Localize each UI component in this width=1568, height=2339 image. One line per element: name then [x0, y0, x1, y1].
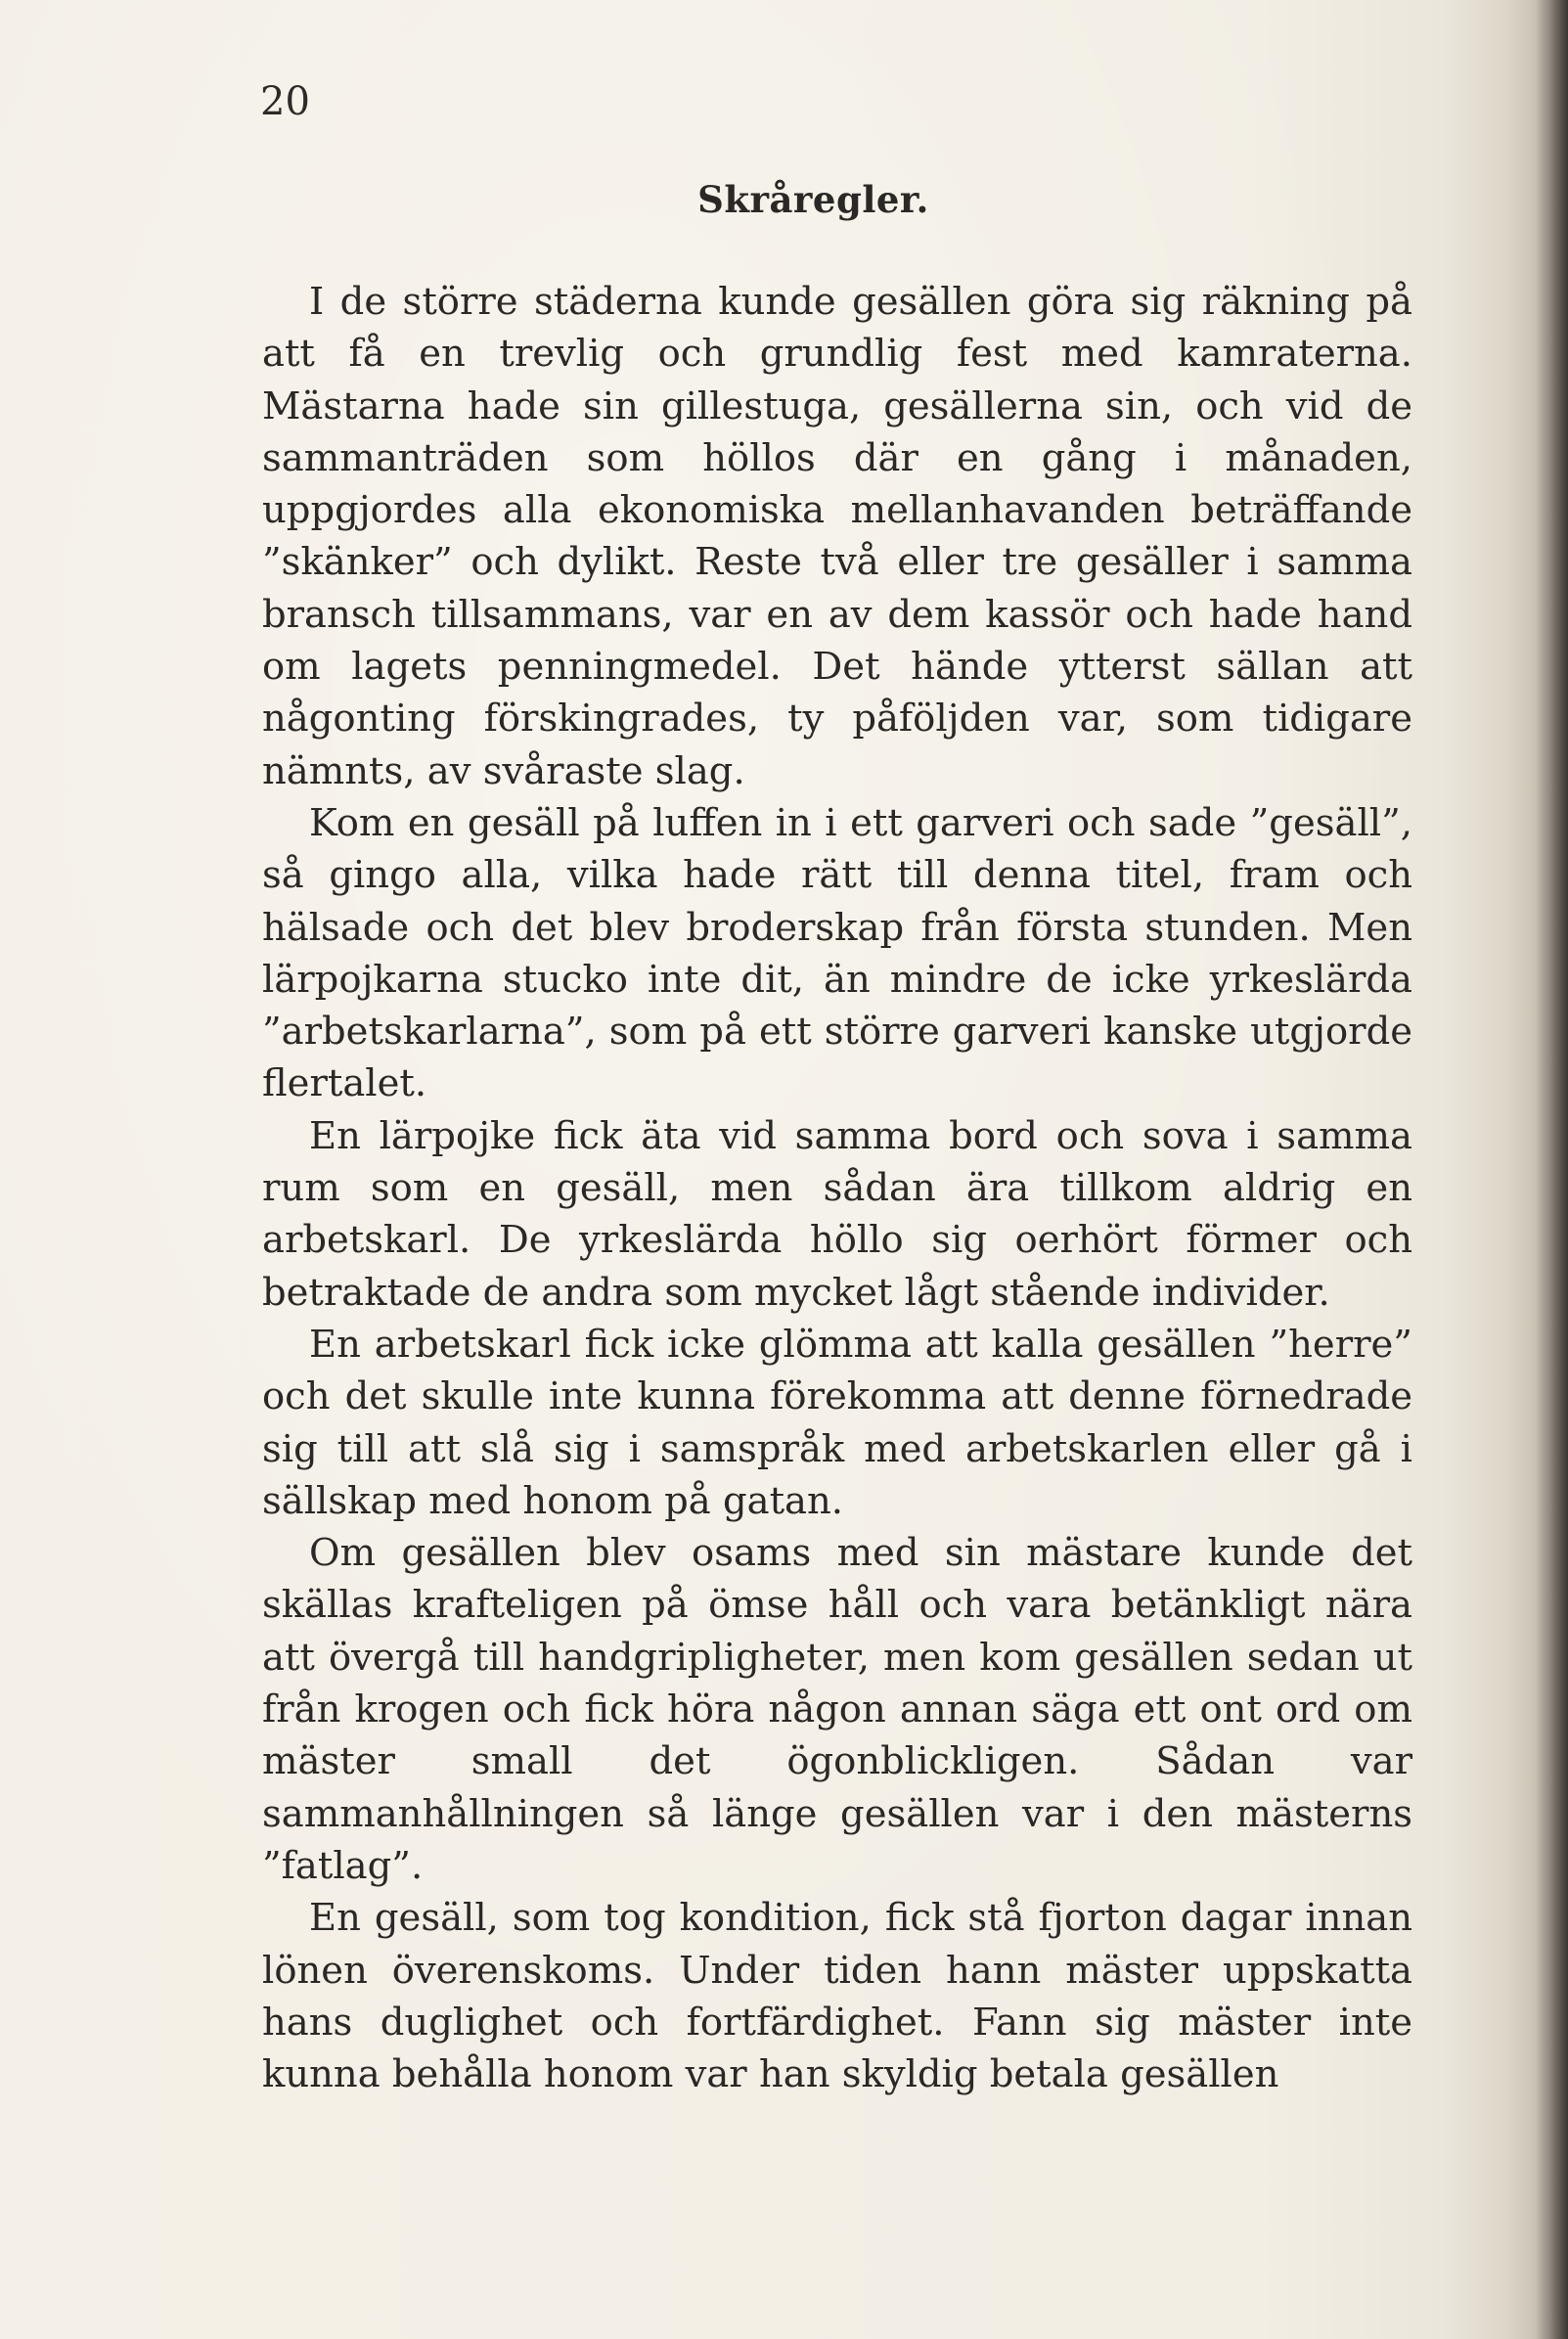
paragraph-text: En lärpojke fick äta vid samma bord och sova i samma rum som en gesäll, men sådan ära tillkom aldrig en arbetskarl. De yrkeslärda höllo sig oerhört förmer och betraktade de andra som mycket lågt stående individer.: [262, 1113, 1412, 1315]
paragraph: [262, 797, 1412, 1110]
body-text: [262, 276, 1412, 2100]
paragraph: [262, 1319, 1412, 1527]
page-number: 20: [260, 79, 310, 124]
paragraph: [262, 1892, 1412, 2100]
paragraph-text: En gesäll, som tog kondition, fick stå fjorton dagar innan lönen överenskoms. Under tiden hann mäster uppskatta hans duglighet och fortfärdighet. Fann sig mäster inte kunna behålla honom var han skyldig betala gesällen: [262, 1896, 1412, 2097]
section-heading: Skråregler.: [697, 178, 929, 221]
paragraph: [262, 1110, 1412, 1319]
paragraph: [262, 1527, 1412, 1892]
paragraph-text: Om gesällen blev osams med sin mästare kunde det skällas krafteligen på ömse håll och vara betänkligt nära att övergå till handgripligheter, men kom gesällen sedan ut från krogen och fick höra någon annan säga ett ont ord om mäster small det ögonblickligen. Sådan var sammanhållningen så länge gesällen var i den mästerns ”fatlag”.: [262, 1531, 1412, 1888]
paragraph: [262, 276, 1412, 797]
paragraph-text: En arbetskarl fick icke glömma att kalla gesällen ”herre” och det skulle inte kunna förekomma att denne förnedrade sig till att slå sig i samspråk med arbetskarlen eller gå i sällskap med honom på gatan.: [262, 1322, 1412, 1523]
paragraph-text: Kom en gesäll på luffen in i ett garveri och sade ”gesäll”, så gingo alla, vilka hade rätt till denna titel, fram och hälsade och det blev broderskap från första stunden. Men lärpojkarna stucko inte dit, än mindre de icke yrkeslärda ”arbetskarlarna”, som på ett större garveri kanske utgjorde flertalet.: [262, 800, 1412, 1106]
paragraph-text: I de större städerna kunde gesällen göra sig räkning på att få en trevlig och grundlig fest med kamraterna. Mästarna hade sin gillestuga, gesällerna sin, och vid de sammanträden som höllos där en gång i månaden, uppgjordes alla ekonomiska mellanhavanden beträffande ”skänker” och dylikt. Reste två eller tre gesäller i samma bransch tillsammans, var en av dem kassör och hade hand om lagets penningmedel. Det hände ytterst sällan att någonting förskingrades, ty påföljden var, som tidigare nämnts, av svåraste slag.: [262, 280, 1412, 793]
page-gutter-shadow: [1535, 0, 1568, 2339]
